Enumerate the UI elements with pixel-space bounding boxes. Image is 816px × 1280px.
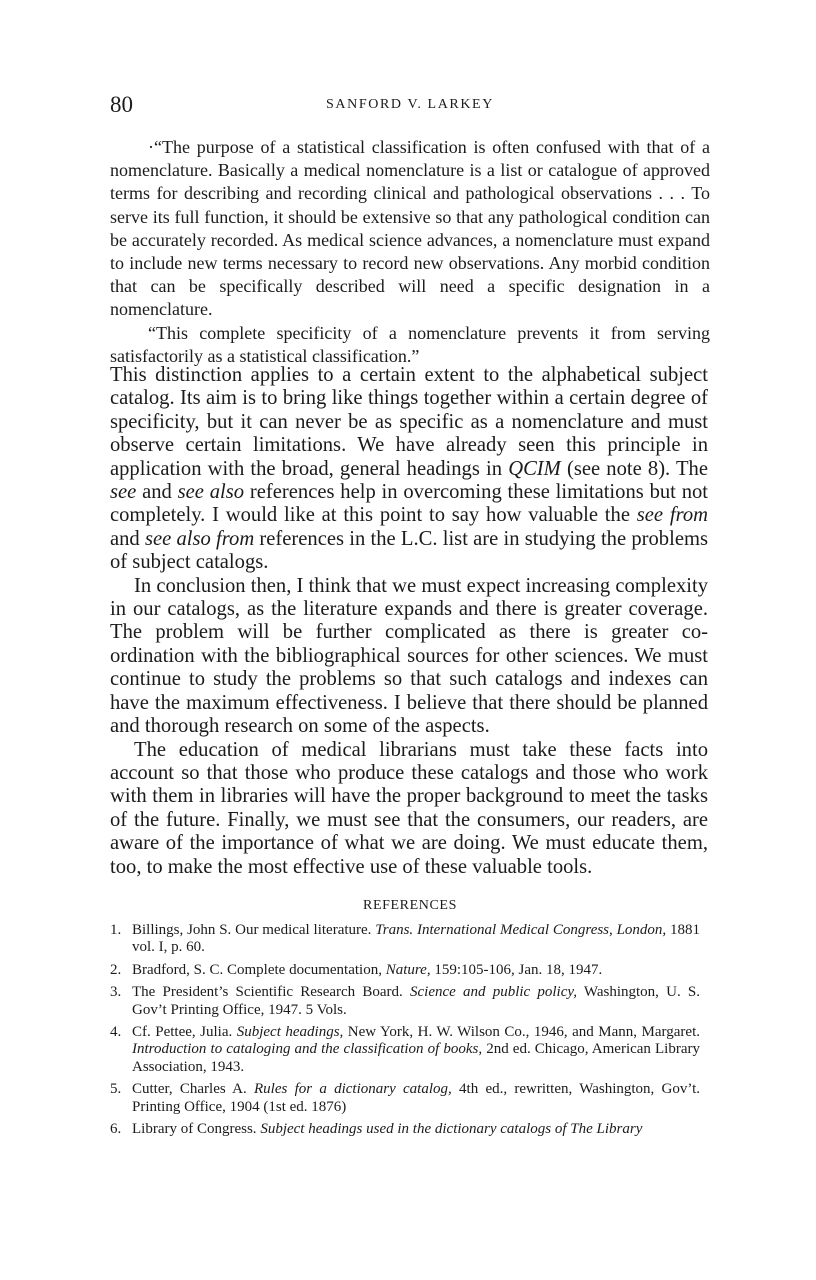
- reference-item: 3. The President’s Scientific Research Board. Science and public policy, Washington, U. S. Gov’t Printing Office, 1947. 5 Vols.: [110, 984, 700, 1018]
- body-paragraph: This distinction applies to a certain extent to the alphabetical subject catalog. Its aim is to bring like things together within a certain degree of specificity, but it can never be as specific as a nomenclature and must observe certain limitations. We have already seen this principle in application with the broad, general headings in QCIM (see note 8). The see and see also references help in overcoming these limitations but not completely. I would like at this point to say how valuable the see from and see also from references in the L.C. list are in studying the problems of subject catalogs.: [110, 364, 709, 574]
- reference-item: 5. Cutter, Charles A. Rules for a dictionary catalog, 4th ed., rewritten, Washington, Gov’t. Printing Office, 1904 (1st ed. 1876): [110, 1081, 701, 1115]
- reference-item: 4. Cf. Pettee, Julia. Subject headings, New York, H. W. Wilson Co., 1946, and Mann, Margaret. Introduction to cataloging and the classification of books, 2nd ed. Chicago, American Library Association, 1943.: [110, 1024, 700, 1075]
- body-text: [110, 364, 708, 879]
- references-heading: REFERENCES: [363, 898, 457, 913]
- reference-item: 6. Library of Congress. Subject headings used in the dictionary catalogs of The Library: [110, 1121, 643, 1138]
- quote-paragraph: ·“The purpose of a statistical classification is often confused with that of a nomenclature. Basically a medical nomenclature is a list or catalogue of approved terms for describing and recording clinical and pathological observations . . . To serve its full function, it should be extensive so that any pathological condition can be accurately recorded. As medical science advances, a nomenclature must expand to include new terms necessary to record new observations. Any morbid condition that can be specifically described will need a specific designation in a nomenclature.: [110, 137, 710, 320]
- page-header: [110, 92, 710, 120]
- block-quote: [110, 136, 710, 368]
- body-paragraph: The education of medical librarians must take these facts into account so that those who produce these catalogs and those who work with them in libraries will have the proper background to meet the tasks of the future. Finally, we must see that the consumers, our readers, are aware of the importance of what we are doing. We must educate them, too, to make the most effective use of these valuable tools.: [110, 738, 708, 878]
- quote-paragraph: “This complete specificity of a nomenclature prevents it from serving satisfactorily as a statistical classification.”: [110, 322, 710, 366]
- body-paragraph: In conclusion then, I think that we must expect increasing complexity in our catalogs, as the literature expands and there is greater coverage. The problem will be further complicated as there is greater co-ordination with the bibliographical sources for other sciences. We must continue to study the problems so that such catalogs and indexes can have the maximum effectiveness. I believe that there should be planned and thorough research on some of the aspects.: [110, 574, 708, 738]
- running-head: SANFORD V. LARKEY: [326, 97, 494, 112]
- page-number: 80: [110, 92, 133, 117]
- reference-item: 2. Bradford, S. C. Complete documentation, Nature, 159:105-106, Jan. 18, 1947.: [110, 961, 603, 978]
- reference-list: [110, 922, 700, 1143]
- reference-item: 1. Billings, John S. Our medical literature. Trans. International Medical Congress, London, 1881 vol. I, p. 60.: [110, 922, 700, 956]
